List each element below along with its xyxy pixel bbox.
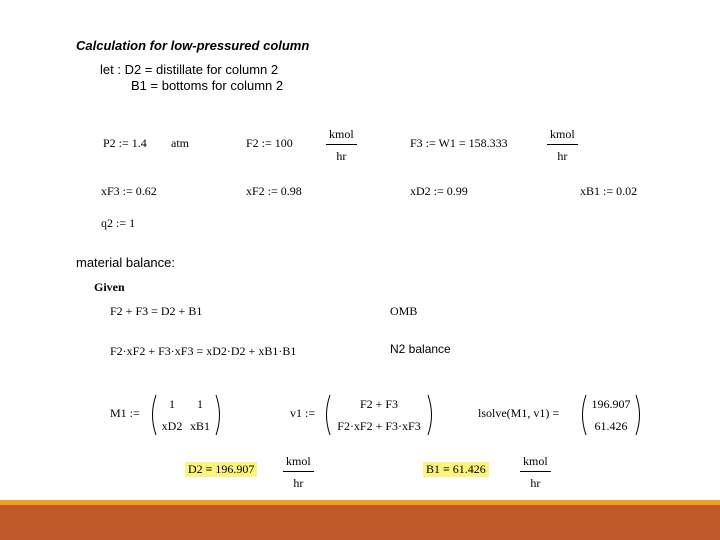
omb-label: OMB (390, 304, 418, 318)
d2-unit-denominator: hr (293, 476, 304, 490)
xb1-definition: xB1 := 0.02 (580, 184, 638, 198)
b1-unit-numerator: kmol (520, 454, 551, 472)
let-line-1: let : D2 = distillate for column 2 (100, 62, 279, 77)
m1-cell-r2c1: xD2 (161, 419, 183, 433)
footer-bar (0, 505, 720, 540)
lsolve-result-vector (578, 392, 644, 438)
omb-equation: F2 + F3 = D2 + B1 (110, 304, 203, 318)
p2-definition: P2 := 1.4 (103, 136, 147, 150)
d2-unit-numerator: kmol (283, 454, 314, 472)
page-title: Calculation for low-pressured column (76, 38, 310, 53)
m1-cell-r2c2: xB1 (189, 419, 211, 433)
xf2-definition: xF2 := 0.98 (246, 184, 302, 198)
m1-matrix (148, 392, 224, 438)
f3-unit-fraction (547, 127, 578, 164)
p2-unit: atm (171, 136, 189, 150)
v1-vector (322, 392, 436, 438)
f2-unit-numerator: kmol (326, 127, 357, 145)
n2-balance-equation: F2·xF2 + F3·xF3 = xD2·D2 + xB1·B1 (110, 344, 297, 358)
lsolve-left-paren (583, 395, 587, 435)
material-balance-heading: material balance: (76, 255, 175, 270)
lsolve-label: lsolve(M1, v1) = (478, 406, 560, 420)
b1-unit-fraction (520, 454, 551, 491)
v1-right-paren (428, 395, 432, 435)
xd2-definition: xD2 := 0.99 (410, 184, 468, 198)
f3-definition: F3 := W1 = 158.333 (410, 136, 508, 150)
b1-result: B1 ≡ 61.426 (423, 462, 489, 477)
v1-cell-2: F2·xF2 + F3·xF3 (337, 419, 421, 433)
v1-cell-1: F2 + F3 (359, 397, 399, 411)
xf3-definition: xF3 := 0.62 (101, 184, 157, 198)
d2-unit-fraction (283, 454, 314, 491)
m1-label: M1 := (110, 406, 140, 420)
m1-right-paren (216, 395, 220, 435)
given-keyword: Given (94, 280, 125, 294)
m1-cell-r1c1: 1 (169, 397, 175, 411)
f2-definition: F2 := 100 (246, 136, 293, 150)
b1-unit-denominator: hr (530, 476, 541, 490)
v1-left-paren (327, 395, 331, 435)
f2-unit-denominator: hr (336, 149, 347, 163)
let-line-2: B1 = bottoms for column 2 (131, 78, 284, 93)
q2-definition: q2 := 1 (101, 216, 136, 230)
lsolve-cell-1: 196.907 (591, 397, 631, 411)
f2-unit-fraction (326, 127, 357, 164)
m1-left-paren (153, 395, 157, 435)
n2-balance-label: N2 balance (390, 342, 451, 356)
lsolve-cell-2: 61.426 (594, 419, 628, 433)
f3-unit-numerator: kmol (547, 127, 578, 145)
d2-result: D2 ≡ 196.907 (185, 462, 257, 477)
f3-unit-denominator: hr (557, 149, 568, 163)
m1-cell-r1c2: 1 (197, 397, 203, 411)
v1-label: v1 := (290, 406, 316, 420)
lsolve-right-paren (636, 395, 640, 435)
